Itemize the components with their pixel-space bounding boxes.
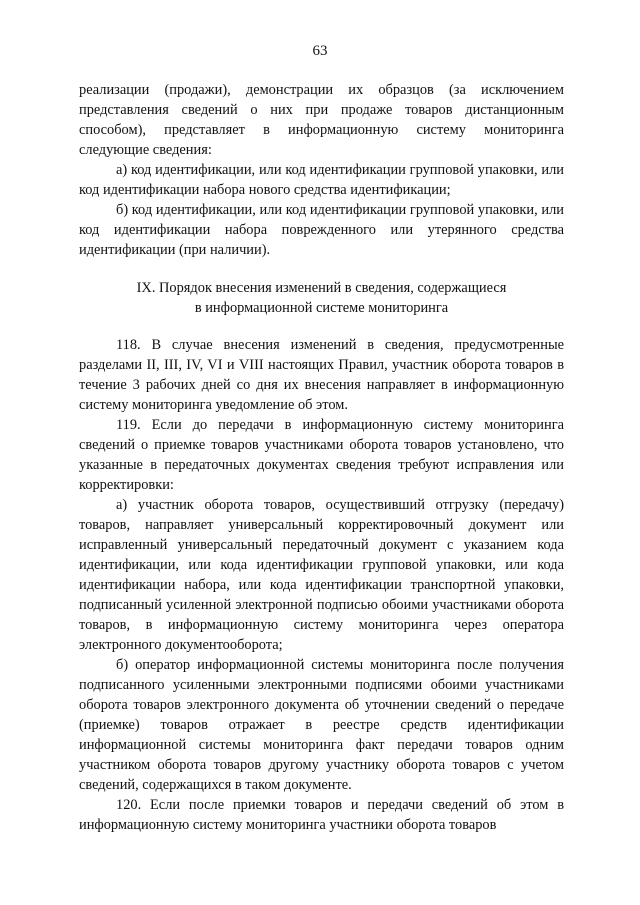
paragraph-120: 120. Если после приемки товаров и передачи сведений об этом в информационную систему мониторинга участники оборота товаров bbox=[79, 797, 564, 833]
paragraph-item-a-1: а) код идентификации, или код идентификации групповой упаковки, или код идентификации набора нового средства идентификации; bbox=[79, 162, 564, 198]
page-number: 63 bbox=[312, 43, 328, 59]
paragraph-118: 118. В случае внесения изменений в сведения, предусмотренные разделами II, III, IV, VI и VIII настоящих Правил, участник оборота товаров в течение 3 рабочих дней со дня их внесения направляет в информационную систему мониторинга уведомление об этом. bbox=[79, 337, 564, 413]
document-body bbox=[79, 80, 564, 835]
paragraph-intro: реализации (продажи), демонстрации их образцов (за исключением представления сведений о них при продаже товаров дистанционным способом), представляет в информационную систему мониторинга следующие сведения: bbox=[79, 82, 564, 158]
paragraph-item-b-1: б) код идентификации, или код идентификации групповой упаковки, или код идентификации набора поврежденного или утерянного средства идентификации (при наличии). bbox=[79, 202, 564, 258]
paragraph-item-a-2: а) участник оборота товаров, осуществивший отгрузку (передачу) товаров, направляет универсальный корректировочный документ или исправленный универсальный передаточный документ с указанием кода идентификации, или кода идентификации групповой упаковки, или кода идентификации набора, или кода идентификации транспортной упаковки, подписанный усиленной электронной подписью обоими участниками оборота товаров, в информационную систему мониторинга через оператора электронного документооборота; bbox=[79, 497, 564, 653]
section-heading-line-2: в информационной системе мониторинга bbox=[194, 300, 449, 316]
paragraph-119: 119. Если до передачи в информационную систему мониторинга сведений о приемке товаров участниками оборота товаров установлено, что указанные в передаточных документах сведения требуют исправления или корректировки: bbox=[79, 417, 564, 493]
section-heading bbox=[79, 278, 564, 318]
paragraph-item-b-2: б) оператор информационной системы мониторинга после получения подписанного усиленными электронными подписями обоими участниками оборота товаров электронного документа об уточнении сведений о передаче (приемке) товаров отражает в реестре средств идентификации информационной системы мониторинга факт передачи товаров одним участником оборота товаров другому участнику оборота товаров с учетом сведений, содержащихся в таком документе. bbox=[79, 657, 564, 793]
section-heading-line-1: IX. Порядок внесения изменений в сведения, содержащиеся bbox=[136, 280, 507, 296]
